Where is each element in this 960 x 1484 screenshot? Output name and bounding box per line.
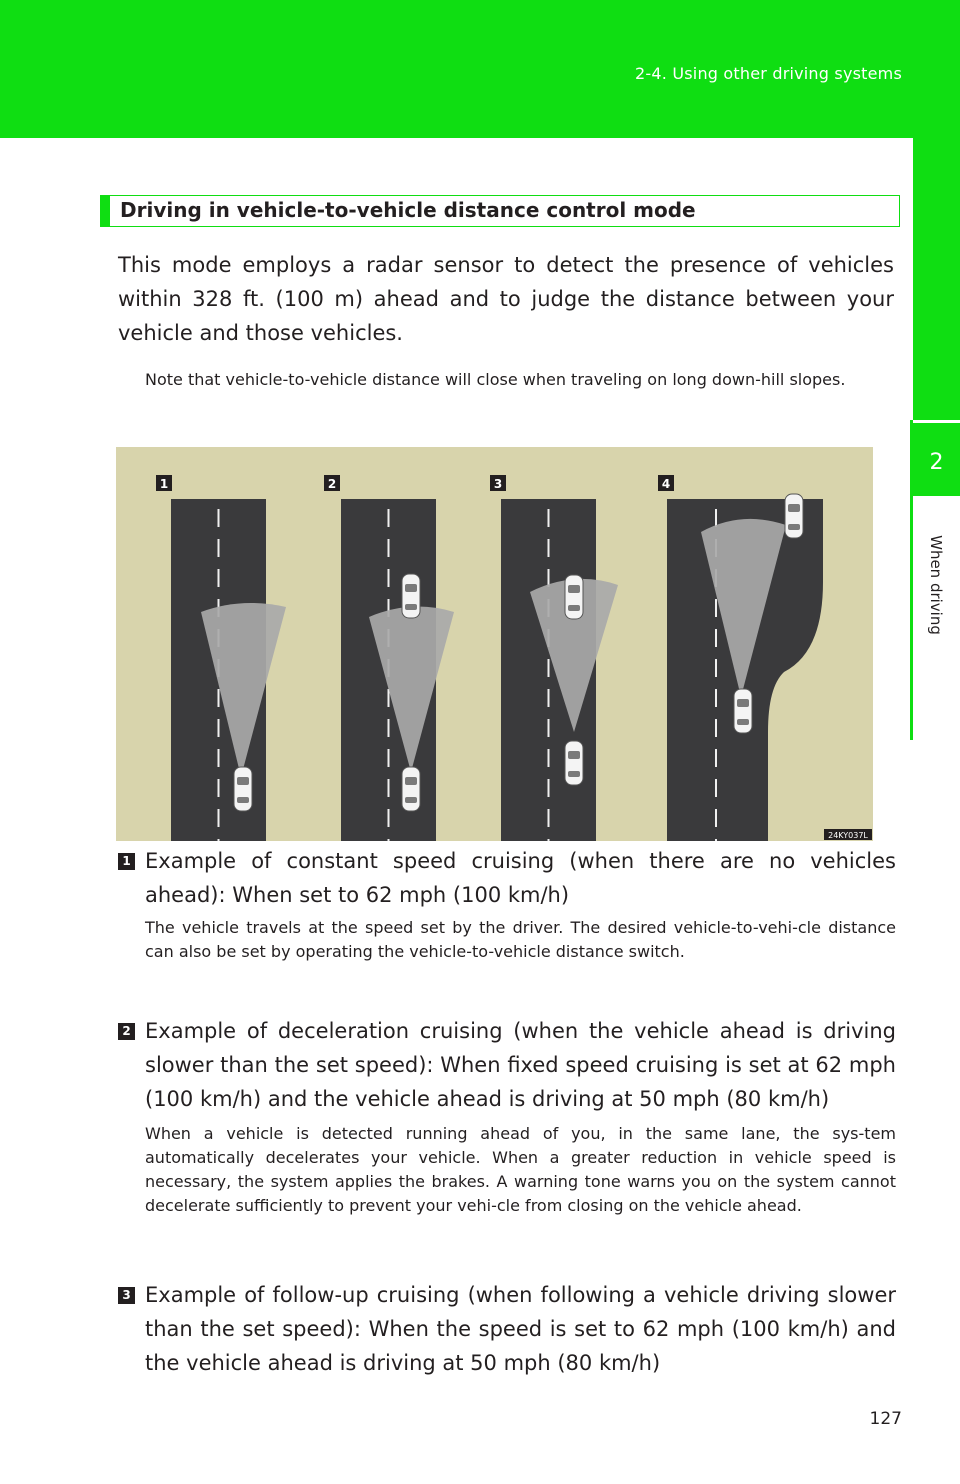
item-marker: 1 <box>118 853 135 870</box>
own-car-3 <box>565 741 583 785</box>
item-marker: 2 <box>118 1023 135 1040</box>
lead-car-3 <box>565 575 583 619</box>
intro-paragraph: This mode employs a radar sensor to detect the presence of vehicles within 328 ft. (100 m) ahead and to judge the distance between your vehicle and those vehicles. <box>118 253 894 345</box>
own-car-2 <box>402 767 420 811</box>
item-marker: 3 <box>118 1287 135 1304</box>
header-band <box>0 0 960 138</box>
side-tab-number[interactable]: 2 <box>913 420 960 496</box>
panel-label-1: 1 <box>159 477 169 491</box>
note-paragraph: Note that vehicle-to-vehicle distance will close when traveling on long down-hill slopes. <box>145 370 846 389</box>
panel-2 <box>324 475 454 841</box>
radar-illustration <box>116 447 873 841</box>
side-tab-bar <box>913 138 960 420</box>
chapter-title: 2-4. Using other driving systems <box>635 64 902 83</box>
own-car-4 <box>734 689 752 733</box>
figure-code: 24KY037L <box>828 831 868 840</box>
item-description: When a vehicle is detected running ahead of you, in the same lane, the sys-tem automatically decelerates your vehicle. When a greater reduction in vehicle speed is necessary, the system applies the brakes. A warning tone warns you on the system cannot decelerate sufficiently to prevent your vehi-cle from closing on the vehicle ahead. <box>145 1124 896 1215</box>
side-tab-rule <box>910 420 913 740</box>
item-main-text: Example of constant speed cruising (when there are no vehicles ahead): When set to 62 mph (100 km/h) <box>145 849 896 907</box>
section-heading: Driving in vehicle-to-vehicle distance control mode <box>100 195 900 227</box>
panel-label-3: 3 <box>493 477 503 491</box>
page-number: 127 <box>869 1409 902 1429</box>
panel-1 <box>156 475 286 841</box>
own-car-1 <box>234 767 252 811</box>
panel-label-4: 4 <box>661 477 671 491</box>
item-main-text: Example of deceleration cruising (when the vehicle ahead is driving slower than the set speed): When fixed speed cruising is set at 62 mph (100 km/h) and the vehicle ahead is driving at 50 mph (80 km/h) <box>145 1019 896 1111</box>
panel-3 <box>490 475 618 841</box>
side-tab-label: When driving <box>927 535 945 635</box>
lead-car-4 <box>785 494 803 538</box>
item-main-text: Example of follow-up cruising (when following a vehicle driving slower than the set speed): When the speed is set to 62 mph (100 km/h) and the vehicle ahead is driving at 50 mph (80 km/h) <box>145 1283 896 1375</box>
panel-label-2: 2 <box>327 477 337 491</box>
lead-car-2 <box>402 574 420 618</box>
item-description: The vehicle travels at the speed set by the driver. The desired vehicle-to-vehi-cle distance can also be set by operating the vehicle-to-vehicle distance switch. <box>145 918 896 961</box>
panel-4 <box>658 475 823 841</box>
